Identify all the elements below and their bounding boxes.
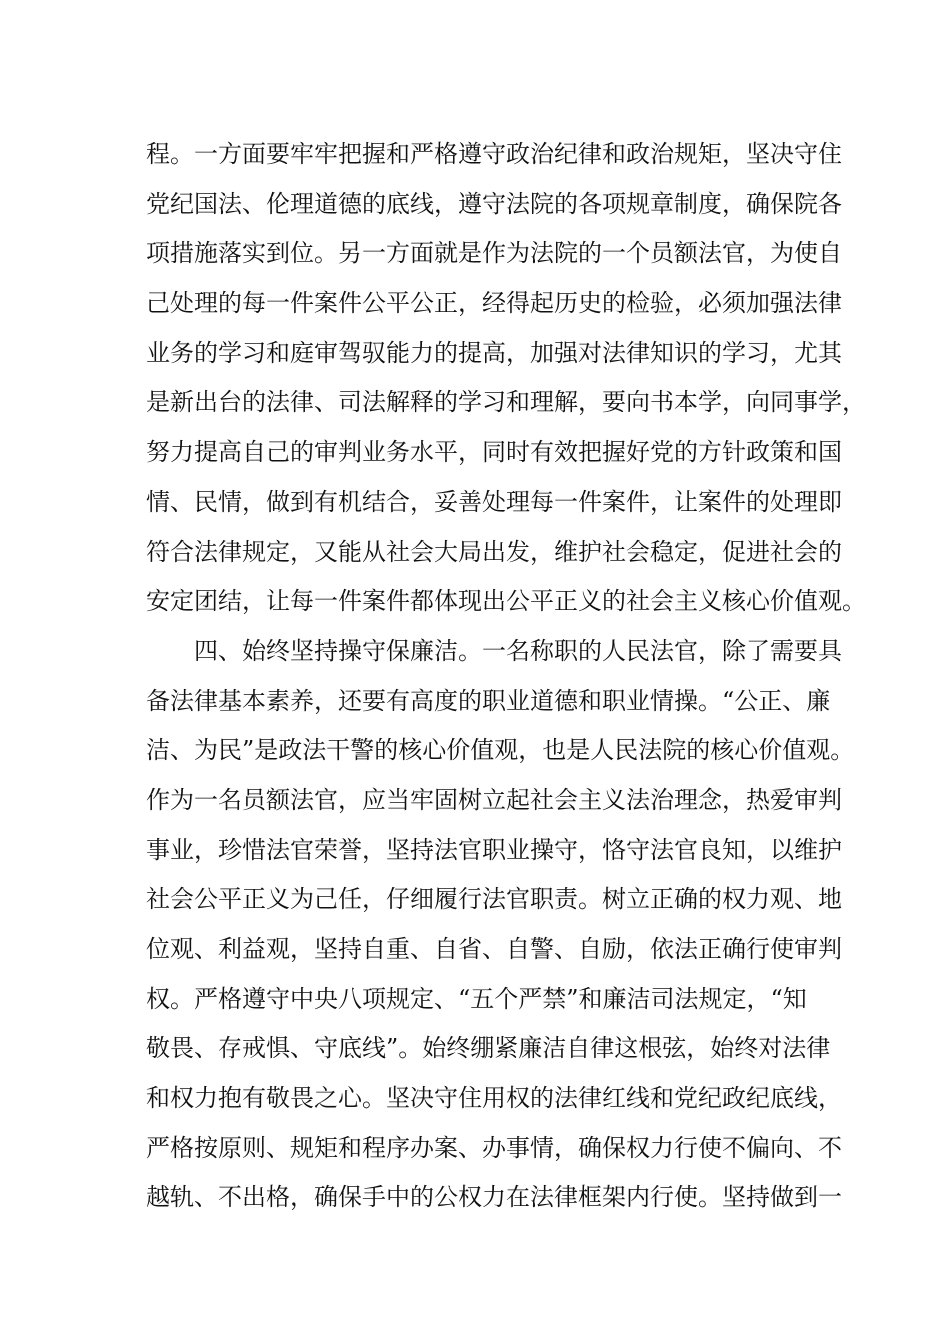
text-line: 项措施落实到位。另一方面就是作为法院的一个员额法官，为使自	[146, 239, 842, 268]
text-line: 是新出台的法律、司法解释的学习和理解，要向书本学，向同事学，	[146, 388, 866, 417]
text-line: 情、民情，做到有机结合，妥善处理每一件案件，让案件的处理即	[146, 487, 842, 516]
text-line: 权。严格遵守中央八项规定、“五个严禁”和廉洁司法规定，“知	[146, 984, 807, 1013]
text-line: 严格按原则、规矩和程序办案、办事情，确保权力行使不偏向、不	[146, 1133, 842, 1162]
text-line: 业务的学习和庭审驾驭能力的提高，加强对法律知识的学习，尤其	[146, 338, 842, 367]
text-line: 敬畏、存戒惧、守底线”。始终绷紧廉洁自律这根弦，始终对法律	[146, 1034, 831, 1063]
body-text	[146, 130, 866, 1223]
text-line: 党纪国法、伦理道德的底线，遵守法院的各项规章制度，确保院各	[146, 189, 842, 218]
text-line: 事业，珍惜法官荣誉，坚持法官职业操守，恪守法官良知，以维护	[146, 835, 842, 864]
text-line: 努力提高自己的审判业务水平，同时有效把握好党的方针政策和国	[146, 438, 842, 467]
text-line: 安定团结，让每一件案件都体现出公平正义的社会主义核心价值观。	[146, 587, 866, 616]
text-line: 位观、利益观，坚持自重、自省、自警、自励，依法正确行使审判	[146, 935, 842, 963]
text-line: 己处理的每一件案件公平公正，经得起历史的检验，必须加强法律	[146, 289, 842, 318]
text-line: 和权力抱有敬畏之心。坚决守住用权的法律红线和党纪政纪底线，	[146, 1084, 842, 1113]
text-line: 社会公平正义为己任，仔细履行法官职责。树立正确的权力观、地	[146, 885, 842, 914]
text-line: 程。一方面要牢牢把握和严格遵守政治纪律和政治规矩，坚决守住	[146, 140, 842, 168]
text-line: 备法律基本素养，还要有高度的职业道德和职业情操。“公正、廉	[146, 686, 831, 715]
text-line: 作为一名员额法官，应当牢固树立起社会主义法治理念，热爱审判	[146, 785, 842, 814]
text-line: 越轨、不出格，确保手中的公权力在法律框架内行使。坚持做到一	[146, 1183, 842, 1212]
text-line: 符合法律规定，又能从社会大局出发，维护社会稳定，促进社会的	[146, 537, 842, 566]
section-heading-line: 四、始终坚持操守保廉洁。一名称职的人民法官，除了需要具	[194, 636, 842, 665]
text-line: 洁、为民”是政法干警的核心价值观，也是人民法院的核心价值观。	[146, 736, 855, 765]
